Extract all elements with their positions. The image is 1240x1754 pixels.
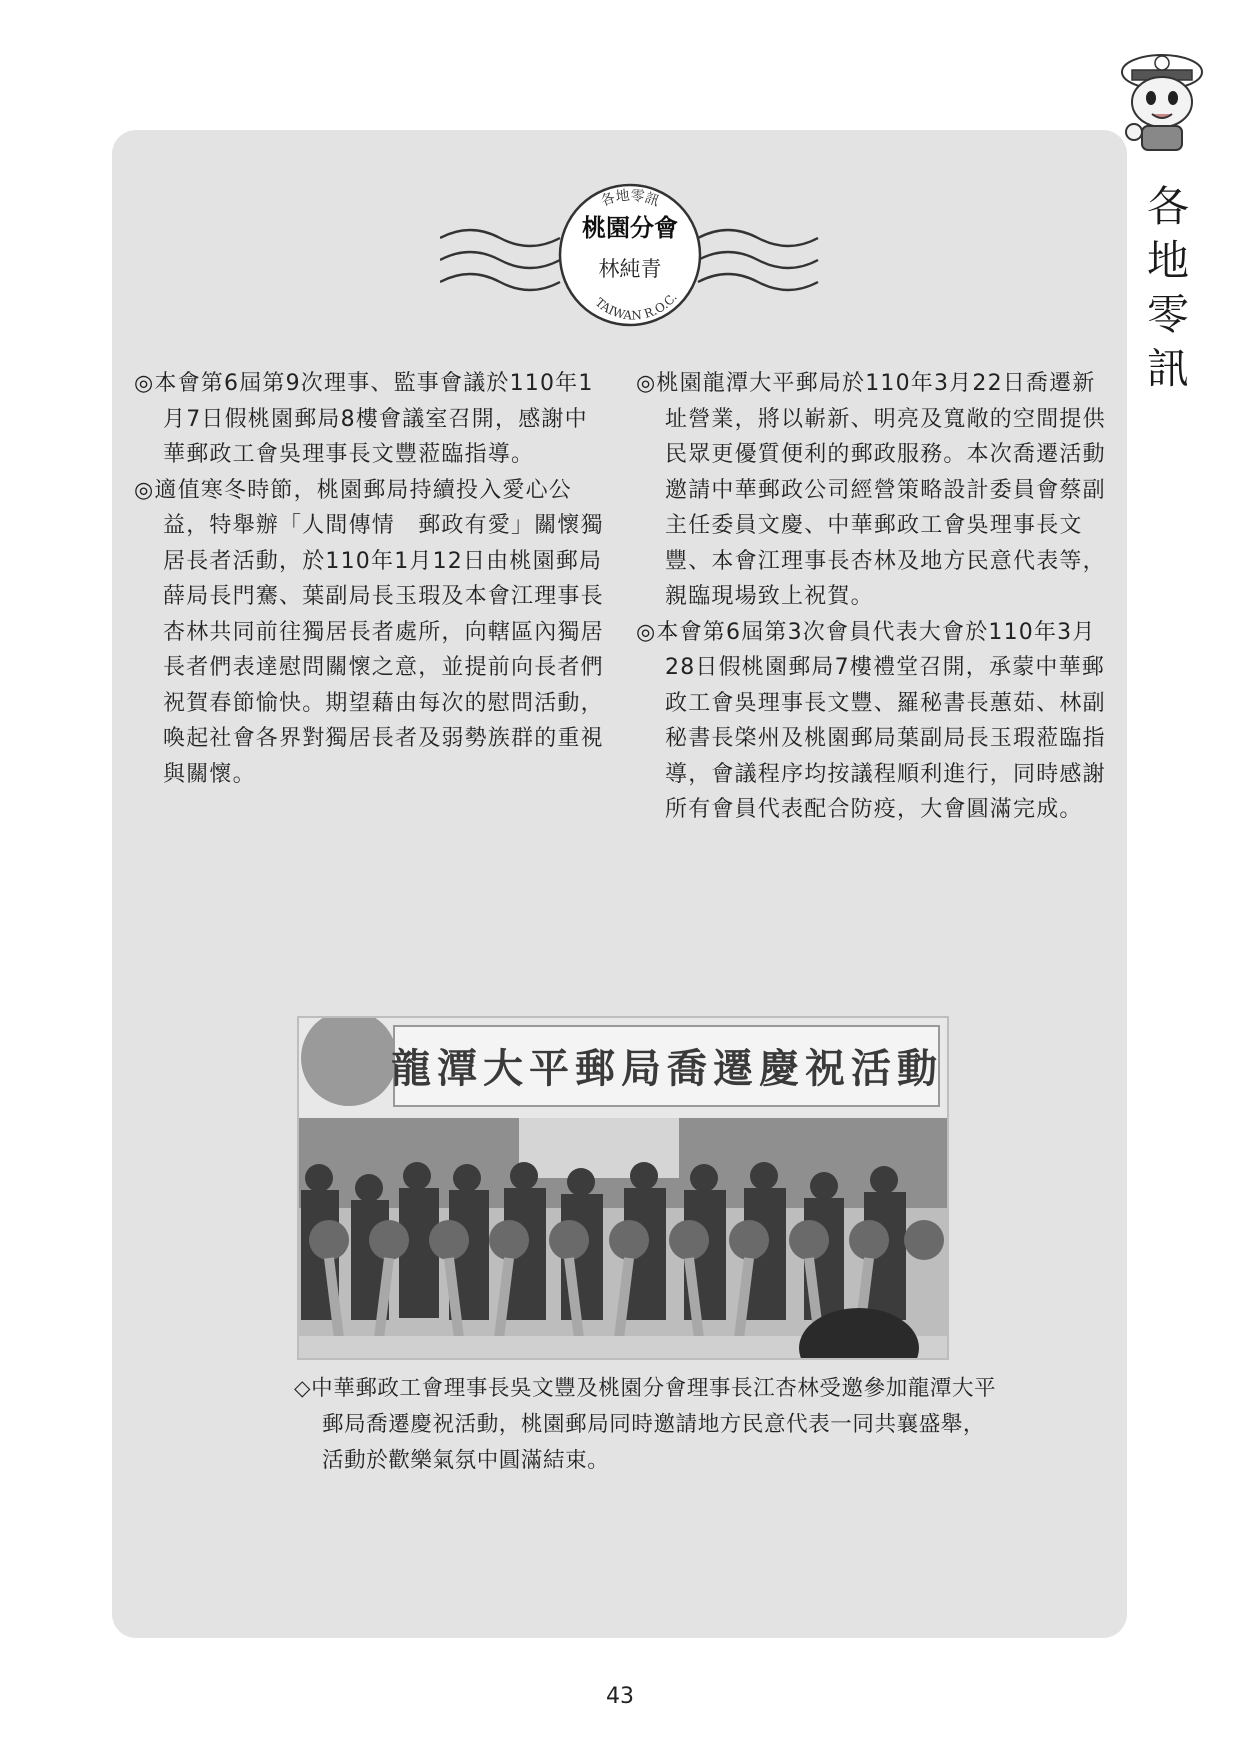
- banner-text: 龍潭大平郵局喬遷慶祝活動: [391, 1045, 943, 1092]
- stamp-title: 桃園分會: [582, 214, 678, 242]
- stamp-author: 林純青: [598, 257, 662, 281]
- news-item: ◎本會第6屆第9次理事、監事會議於110年1月7日假桃園郵局8樓會議室召開，感謝中華郵政工會吳理事長文豐蒞臨指導。: [134, 371, 594, 467]
- page-number: 43: [606, 1684, 634, 1709]
- section-side-title: [1138, 180, 1198, 396]
- side-title-char: 訊: [1146, 344, 1189, 393]
- side-title-char: 地: [1146, 236, 1189, 285]
- news-item: ◎本會第6屆第3次會員代表大會於110年3月28日假桃園郵局7樓禮堂召開，承蒙中華郵政工會吳理事長文豐、羅秘書長蕙茹、林副秘書長棨州及桃園郵局葉副局長玉瑕蒞臨指導，會議程序均按議程順利進行，同時感謝所有會員代表配合防疫，大會圓滿完成。: [636, 619, 1106, 822]
- left-column: [134, 366, 609, 792]
- side-title-char: 零: [1146, 290, 1189, 339]
- postman-mascot-icon: [1112, 46, 1212, 156]
- stamp-bottom-text: TAIWAN R.O.C.: [592, 290, 680, 323]
- side-title-char: 各: [1146, 182, 1189, 231]
- stamp-top-text: 各地零訊: [598, 187, 662, 210]
- right-column: [636, 366, 1111, 828]
- postmark-stamp: [440, 170, 820, 330]
- news-item: ◎適值寒冬時節，桃園郵局持續投入愛心公益，特舉辦「人間傳情 郵政有愛」關懷獨居長者活動，於110年1月12日由桃園郵局薛局長門騫、葉副局長玉瑕及本會江理事長杏林共同前往獨居長者處所，向轄區內獨居長者們表達慰問關懷之意，並提前向長者們祝賀春節愉快。期望藉由每次的慰問活動，喚起社會各界對獨居長者及弱勢族群的重視與關懷。: [134, 477, 604, 787]
- news-item: ◎桃園龍潭大平郵局於110年3月22日喬遷新址營業，將以嶄新、明亮及寬敞的空間提供民眾更優質便利的郵政服務。本次喬遷活動邀請中華郵政公司經營策略設計委員會蔡副主任委員文慶、中華郵政工會吳理事長文豐、本會江理事長杏林及地方民意代表等，親臨現場致上祝賀。: [636, 371, 1106, 609]
- event-photo: [297, 1016, 949, 1360]
- stamp-circle: [560, 185, 700, 325]
- event-photo-illustration: [299, 1018, 947, 1358]
- wavy-cancel-lines-right: [698, 230, 818, 290]
- photo-caption: ◇中華郵政工會理事長吳文豐及桃園分會理事長江杏林受邀參加龍潭大平郵局喬遷慶祝活動，桃園郵局同時邀請地方民意代表一同共襄盛舉，活動於歡樂氣氛中圓滿結束。: [294, 1376, 997, 1473]
- wavy-cancel-lines-left: [440, 230, 560, 290]
